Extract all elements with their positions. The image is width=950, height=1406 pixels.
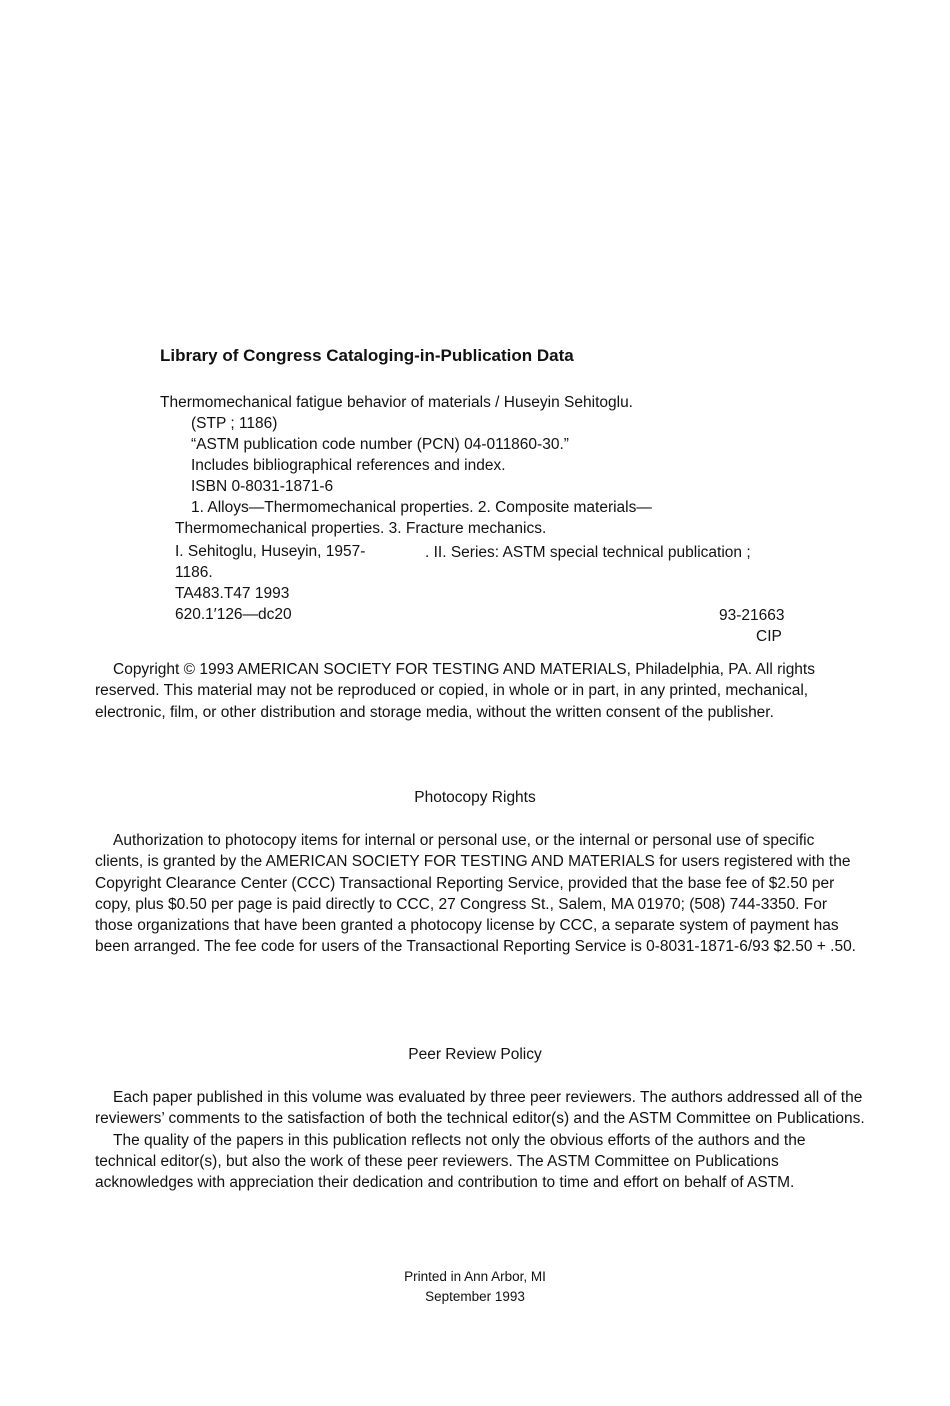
cip-line-subjects-2: Thermomechanical properties. 3. Fracture mechanics. [175, 520, 547, 537]
cip-line-classification: TA483.T47 1993 [175, 585, 290, 602]
cip-line-includes: Includes bibliographical references and index. [191, 457, 506, 474]
photocopy-section [95, 830, 865, 958]
peer-review-paragraph-1: Each paper published in this volume was evaluated by three peer reviewers. The authors addressed all of the reviewers’ comments to the satisfaction of both the technical editor(s) and the ASTM Committee on Publications. [95, 1089, 865, 1128]
cip-line-isbn: ISBN 0-8031-1871-6 [191, 478, 334, 495]
cip-line-series-entry: . II. Series: ASTM special technical publication ; [425, 544, 751, 561]
cip-line-title: Thermomechanical fatigue behavior of materials / Huseyin Sehitoglu. [160, 394, 633, 411]
cip-line-subjects-1: 1. Alloys—Thermomechanical properties. 2. Composite materials— [191, 499, 652, 516]
cip-title: Library of Congress Cataloging-in-Publication Data [160, 346, 574, 365]
cip-line-dewey: 620.1′126—dc20 [175, 606, 292, 623]
cip-line-number: 1186. [175, 564, 213, 581]
cip-line-series: (STP ; 1186) [191, 415, 278, 432]
cip-line-author: I. Sehitoglu, Huseyin, 1957- [175, 543, 366, 560]
cip-line-pcn: “ASTM publication code number (PCN) 04-011860-30.” [191, 436, 569, 453]
photocopy-heading: Photocopy Rights [414, 789, 536, 806]
printed-location: Printed in Ann Arbor, MI [404, 1269, 546, 1284]
copyright-notice [95, 659, 865, 723]
photocopy-text: Authorization to photocopy items for internal or personal use, or the internal or personal use of specific clients, is granted by the AMERICAN SOCIETY FOR TESTING AND MATERIALS for users registered with the Copyright Clearance Center (CCC) Transactional Reporting Service, provided that the base fee of $2.50 per copy, plus $0.50 per page is paid directly to CCC, 27 Congress St., Salem, MA 01970; (508) 744-3350. For those organizations that have been granted a photocopy license by CCC, a separate system of payment has been arranged. The fee code for users of the Transactional Reporting Service is 0-8031-1871-6/93 $2.50 + .50. [95, 832, 856, 956]
copyright-text: Copyright © 1993 AMERICAN SOCIETY FOR TESTING AND MATERIALS, Philadelphia, PA. All rights reserved. This material may not be reproduced or copied, in whole or in part, in any printed, mechanical, electronic, film, or other distribution and storage media, without the written consent of the publisher. [95, 661, 815, 721]
peer-review-heading: Peer Review Policy [408, 1046, 542, 1063]
peer-review-section [95, 1087, 865, 1193]
printed-date: September 1993 [425, 1289, 525, 1304]
cip-card-number: 93-21663 [719, 607, 785, 624]
printing-info [0, 1267, 950, 1307]
peer-review-paragraph-2: The quality of the papers in this publication reflects not only the obvious efforts of the authors and the technical editor(s), but also the work of these peer reviewers. The ASTM Committee on Publications acknowledges with appreciation their dedication and contribution to time and effort on behalf of ASTM. [95, 1131, 806, 1192]
cip-label: CIP [756, 628, 782, 645]
